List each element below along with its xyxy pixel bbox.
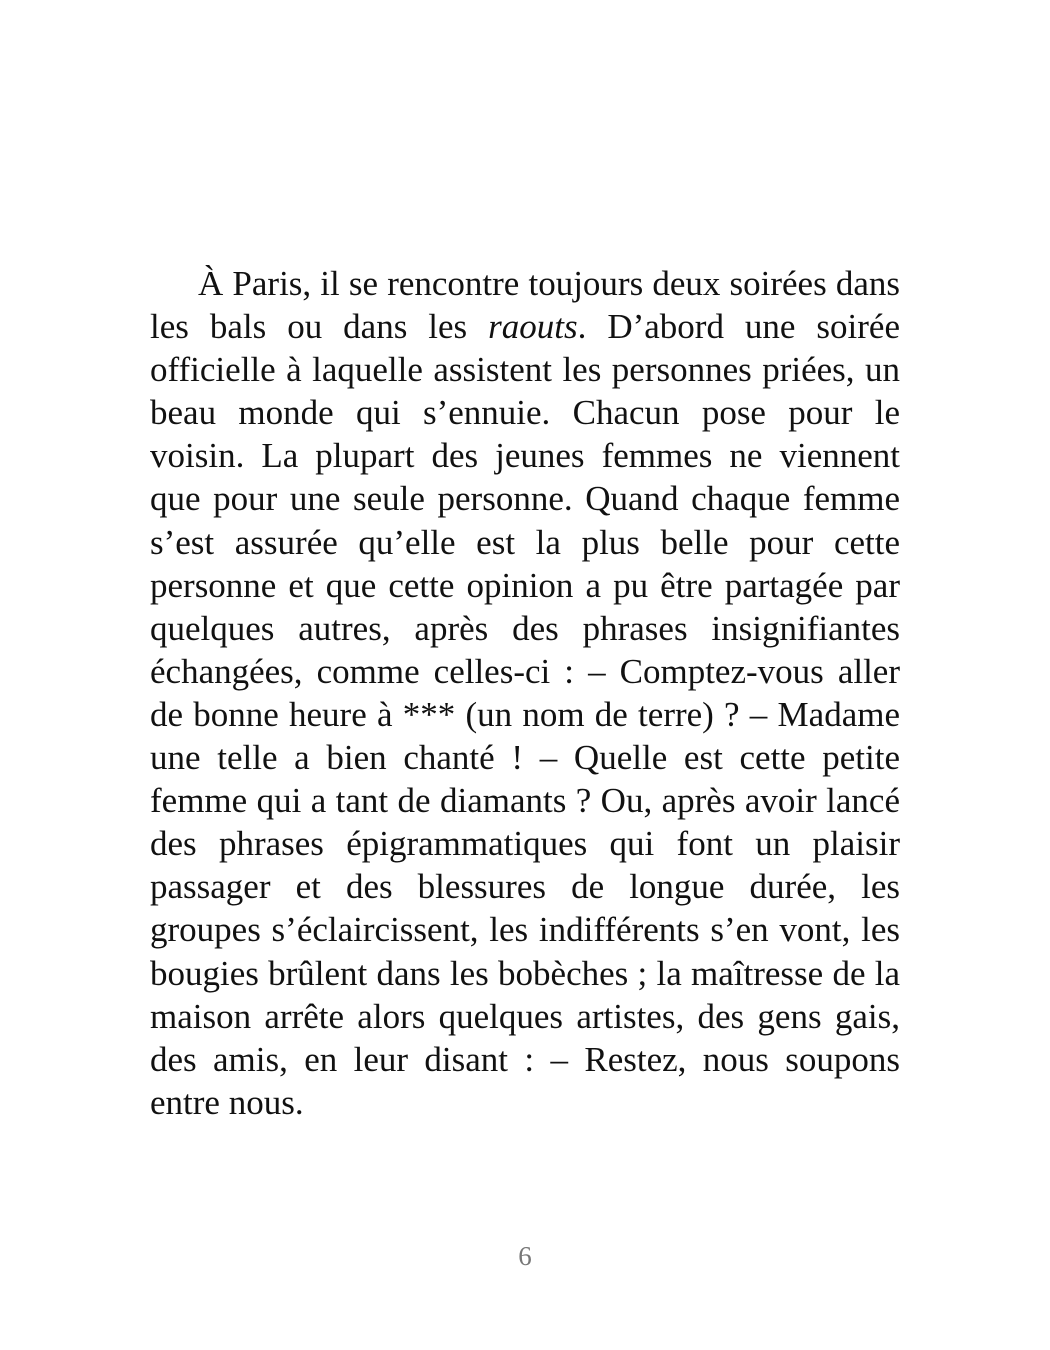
italic-term-raouts: raouts: [488, 307, 578, 347]
body-text: [150, 262, 900, 1124]
paragraph: [150, 262, 900, 1124]
paragraph-text-rest: . D’abord une soirée officielle à laquelle assistent les personnes priées, un beau monde qui s’ennuie. Chacun pose pour le voisin. La plupart des jeunes femmes ne viennent que pour une seule personne. Quand chaque femme s’est assurée qu’elle est la plus belle pour cette personne et que cette opinion a pu être partagée par quelques autres, après des phrases insignifiantes échangées, comme celles-ci : – Comptez-vous aller de bonne heure à *** (un nom de terre) ? – Madame une telle a bien chanté ! – Quelle est cette petite femme qui a tant de diamants ? Ou, après avoir lancé des phrases épigrammatiques qui font un plaisir passager et des blessures de longue durée, les groupes s’éclaircissent, les indifférents s’en vont, les bougies brûlent dans les bobèches ; la maîtresse de la maison arrête alors quelques artistes, des gens gais, des amis, en leur disant : – Restez, nous soupons entre nous.: [150, 307, 900, 1122]
paragraph-text-start: À Paris, il se rencontre toujours deux soirées dans les bals ou dans les: [150, 264, 900, 347]
page-number: 6: [518, 1241, 532, 1271]
